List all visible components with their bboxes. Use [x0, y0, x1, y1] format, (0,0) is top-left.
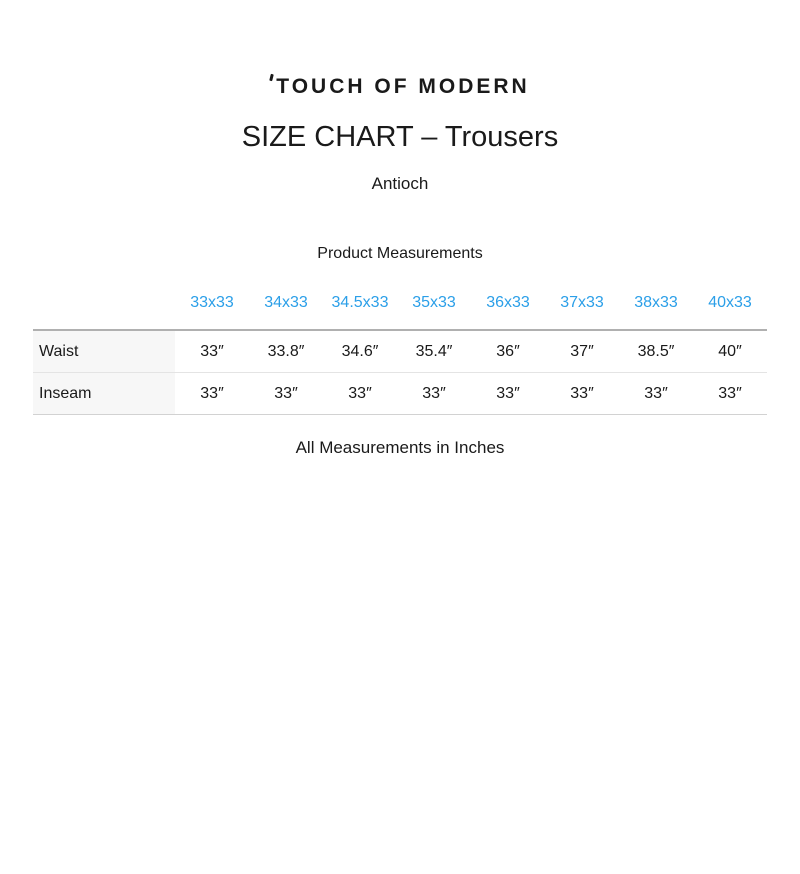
measurement-value: 33″: [570, 384, 594, 402]
size-column-header: 37x33: [560, 294, 604, 311]
size-column-header: 40x33: [708, 294, 752, 311]
measurement-value: 36″: [496, 342, 520, 360]
size-column-header: 38x33: [634, 294, 678, 311]
size-header-row: [33, 294, 767, 329]
size-column-header: 35x33: [412, 294, 456, 311]
size-column-header: 36x33: [486, 294, 530, 311]
measurement-value: 33″: [348, 384, 372, 402]
measurements-note: All Measurements in Inches: [295, 438, 505, 457]
measurement-row: [33, 372, 767, 414]
measurement-value: 34.6″: [341, 342, 379, 360]
size-chart-document: [0, 74, 800, 458]
measurement-value: 33″: [200, 384, 224, 402]
measurement-table-body: [33, 329, 767, 415]
measurement-value: 33″: [644, 384, 668, 402]
size-column-header: 33x33: [190, 294, 234, 311]
section-title: Product Measurements: [317, 245, 483, 262]
measurement-value: 38.5″: [637, 342, 675, 360]
measurement-value: 33″: [496, 384, 520, 402]
size-column-header: 34.5x33: [331, 294, 389, 311]
measurement-table: [33, 294, 767, 415]
measurement-value: 33″: [200, 342, 224, 360]
logo-tick-icon: [269, 74, 274, 82]
measurement-row: [33, 331, 767, 372]
measurement-value: 37″: [570, 342, 594, 360]
measurement-value: 33″: [718, 384, 742, 402]
header-spacer: [33, 294, 175, 312]
row-label: Inseam: [33, 373, 175, 414]
measurement-value: 40″: [718, 342, 742, 360]
size-column-header: 34x33: [264, 294, 308, 311]
brand-logo-text: TOUCH OF MODERN: [276, 75, 530, 98]
measurement-value: 33.8″: [267, 342, 305, 360]
product-name: Antioch: [371, 174, 429, 193]
measurement-value: 35.4″: [415, 342, 453, 360]
measurement-value: 33″: [422, 384, 446, 402]
row-label: Waist: [33, 331, 175, 372]
page-title: SIZE CHART – Trousers: [241, 121, 559, 153]
measurement-value: 33″: [274, 384, 298, 402]
brand-logo: [0, 74, 800, 99]
